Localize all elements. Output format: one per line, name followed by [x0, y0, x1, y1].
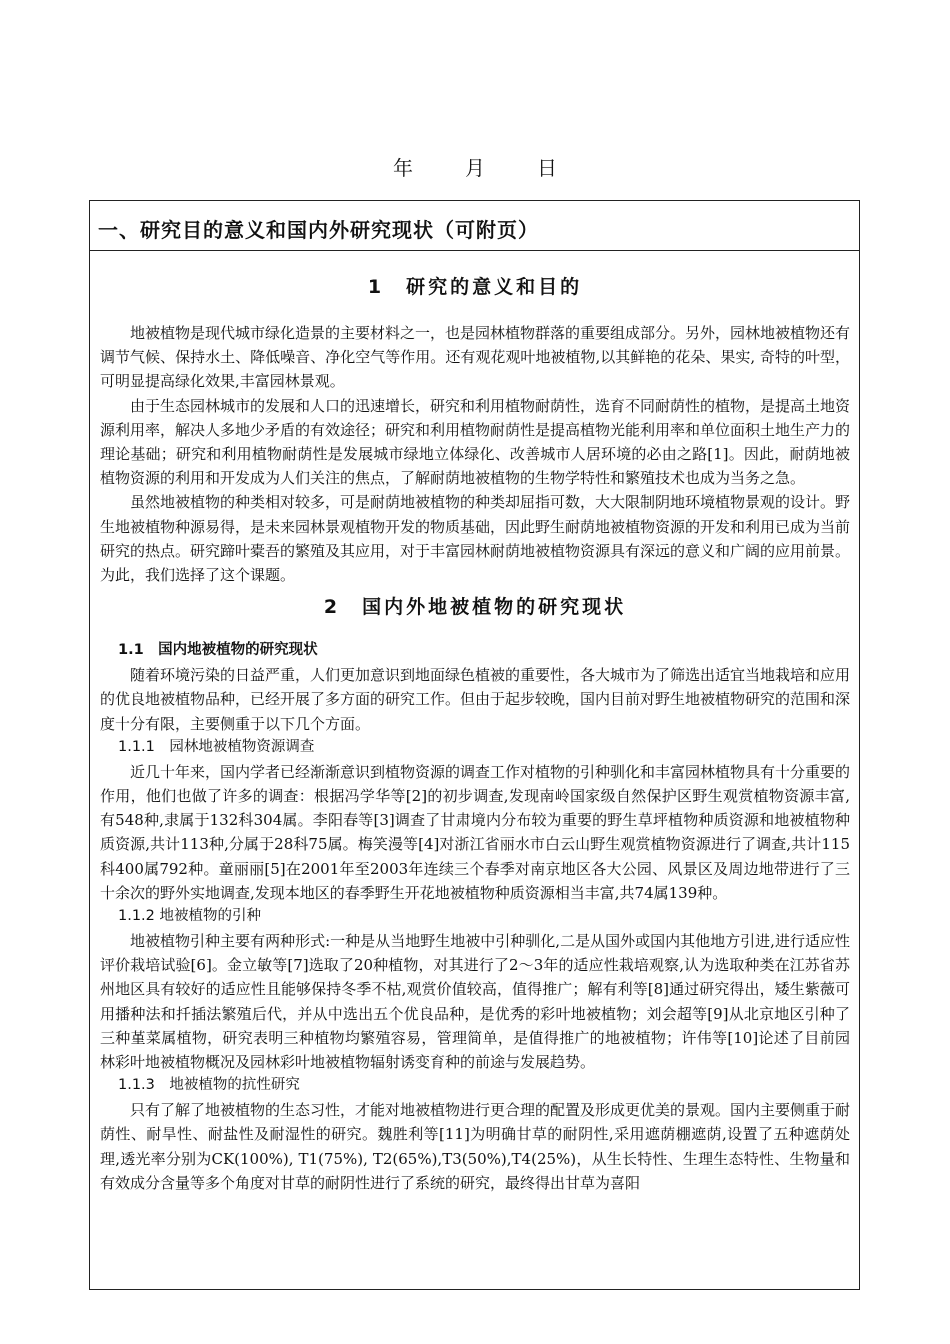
paragraph: 只有了解了地被植物的生态习性，才能对地被植物进行更合理的配置及形成更优美的景观。国内主要侧重于耐荫性、耐旱性、耐盐性及耐湿性的研究。魏胜利等[11]为明确甘草的耐阴性,采用遮荫棚遮荫,设置了五种遮荫处理,透光率分别为CK(100%), T1(75%), T2(65%),T3(50%),T4(25%)，从生长特性、生理生态特性、生物量和有效成分含量等多个角度对甘草的耐阴性进行了系统的研究，最终得出甘草为喜阳 [100, 1101, 851, 1192]
subheading-domestic: 1.1 国内地被植物的研究现状 [118, 642, 318, 659]
section-content [90, 251, 859, 1195]
paragraph: 虽然地被植物的种类相对较多，可是耐荫地被植物的种类却屈指可数，大大限制阴地环境植物景观的设计。野生地被植物种源易得，是未来园林景观植物开发的物质基础，因此野生耐荫地被植物资源的开发和利用已成为当前研究的热点。研究蹄叶橐吾的繁殖及其应用，对于丰富园林耐荫地被植物资源具有深远的意义和广阔的应用前景。为此，我们选择了这个课题。 [100, 493, 851, 585]
section-title: 一、研究目的意义和国内外研究现状（可附页） [90, 201, 859, 251]
form-table [89, 200, 860, 1290]
paragraph: 近几十年来，国内学者已经渐渐意识到植物资源的调查工作对植物的引种驯化和丰富园林植物具有十分重要的作用，他们也做了许多的调查：根据冯学华等[2]的初步调查,发现南岭国家级自然保护区野生观赏植物资源丰富,有548种,隶属于132科304属。李阳春等[3]调查了甘肃境内分布较为重要的野生草坪植物种质资源和地被植物种质资源,共计113种,分属于28科75属。梅笑漫等[4]对浙江省丽水市白云山野生观赏植物资源进行了调查,共计115科400属792种。童丽丽[5]在2001年至2003年连续三个春季对南京地区各大公园、风景区及周边地带进行了三十余次的野外实地调查,发现本地区的春季野生开花地被植物种质资源相当丰富,共74属139种。 [100, 762, 851, 902]
paragraph: 随着环境污染的日益严重，人们更加意识到地面绿色植被的重要性，各大城市为了筛选出适宜当地栽培和应用的优良地被植物品种，已经开展了多方面的研究工作。但由于起步较晚，国内目前对野生地被植物研究的范围和深度十分有限，主要侧重于以下几个方面。 [100, 666, 851, 733]
date-line [0, 152, 950, 181]
paragraph: 由于生态园林城市的发展和人口的迅速增长，研究和利用植物耐荫性，选育不同耐荫性的植物，是提高土地资源利用率，解决人多地少矛盾的有效途径；研究和利用植物耐荫性是提高植物光能利用率和单位面积土地生产力的理论基础；研究和利用植物耐荫性是发展城市绿地立体绿化、改善城市人居环境的必由之路[1]。因此，耐荫地被植物资源的利用和开发成为人们关注的焦点，了解耐荫地被植物的生物学特性和繁殖技术也成为当务之急。 [100, 396, 851, 488]
year-label: 年 [393, 156, 413, 180]
paragraph: 地被植物是现代城市绿化造景的主要材料之一，也是园林植物群落的重要组成部分。另外，园林地被植物还有调节气候、保持水土、降低噪音、净化空气等作用。还有观花观叶地被植物,以其鲜艳的花朵、果实, 奇特的叶型，可明显提高绿化效果,丰富园林景观。 [100, 324, 851, 391]
subheading-resource-survey: 1.1.1 园林地被植物资源调查 [118, 738, 315, 755]
heading-purpose: 1 研究的意义和目的 [367, 276, 583, 298]
subheading-resistance: 1.1.3 地被植物的抗性研究 [118, 1077, 300, 1094]
subheading-introduction: 1.1.2 地被植物的引种 [118, 908, 262, 925]
heading-research-status: 2 国内外地被植物的研究现状 [323, 596, 627, 619]
day-label: 日 [537, 156, 557, 180]
month-label: 月 [465, 156, 485, 180]
paragraph: 地被植物引种主要有两种形式:一种是从当地野生地被中引种驯化,二是从国外或国内其他地方引进,进行适应性评价栽培试验[6]。金立敏等[7]选取了20种植物，对其进行了2～3年的适应性栽培观察,认为选取种类在江苏省苏州地区具有较好的适应性且能够保持冬季不枯,观赏价值较高，值得推广；解有利等[8]通过研究得出，矮生紫薇可用播种法和扦插法繁殖后代，并从中选出五个优良品种，是优秀的彩叶地被植物；刘会超等[9]从北京地区引种了三种堇菜属植物，研究表明三种植物均繁殖容易，管理简单，是值得推广的地被植物；许伟等[10]论述了目前园林彩叶地被植物概况及园林彩叶地被植物辐射诱变育种的前途与发展趋势。 [100, 932, 850, 1072]
